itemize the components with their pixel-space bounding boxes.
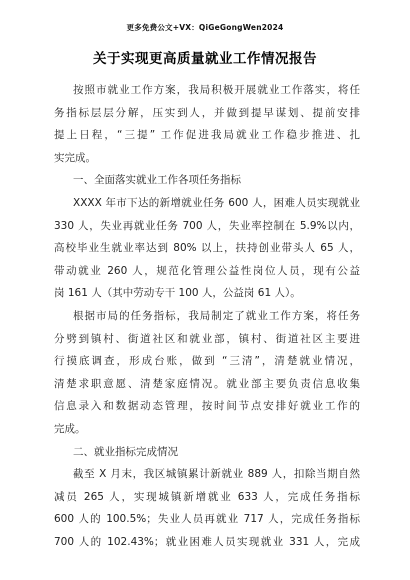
body-text-line: 减员 265 人，实现城镇新增就业 633 人，完成任务指标: [54, 490, 360, 503]
document-body: [54, 79, 360, 553]
page-header: 更多免费公文+VX：QiGeGongWen2024: [126, 23, 284, 32]
body-text-line: 330 人，失业再就业任务 700 人，失业率控制在 5.9%以内，: [54, 219, 360, 232]
body-text-line: 600 人的 100.5%；失业人员再就业 717 人，完成任务指标: [54, 513, 360, 526]
body-text-line: 按照市就业工作方案，我局积极开展就业工作落实，将任: [73, 84, 360, 96]
body-text-line: XXXX 年市下达的新增就业任务 600 人，困难人员实现就业: [73, 196, 360, 209]
body-text-line: 务指标层层分解，压实到人，并做到提早谋划、提前安排: [54, 106, 360, 119]
body-text-line: 截至 X 月末，我区城镇累计新就业 889 人，扣除当期自然: [73, 468, 360, 481]
body-text-line: 700 人的 102.43%；就业困难人员实现就业 331 人，完成: [54, 535, 360, 548]
body-text-line: 一、全面落实就业工作各项任务指标: [73, 174, 241, 187]
body-text-line: 根据市局的任务指标，我局制定了就业工作方案，将任务: [73, 309, 360, 322]
body-text-line: 岗 161 人（其中劳动专干 100 人，公益岗 61 人）。: [54, 287, 301, 300]
body-text-line: 高校毕业生就业率达到 80% 以上，扶持创业带头人 65 人，: [54, 242, 360, 255]
body-text-line: 信息录入和数据动态管理，按时间节点安排好就业工作的: [54, 400, 360, 413]
body-text-line: 二、就业指标完成情况: [73, 445, 178, 458]
body-text-line: 带动就业 260 人，规范化管理公益性岗位人员，现有公益: [54, 264, 360, 277]
body-text-line: 实完成。: [54, 151, 96, 164]
body-text-line: 清楚求职意愿、清楚家庭情况。就业部主要负责信息收集: [54, 377, 360, 390]
document-title: 关于实现更高质量就业工作情况报告: [93, 51, 317, 67]
body-text-line: 提上日程，“三提” 工作促进我局就业工作稳步推进、扎: [54, 129, 360, 142]
body-text-line: 完成。: [54, 422, 86, 435]
body-text-line: 行摸底调查，形成台账，做到 “三清”，清楚就业情况，: [54, 355, 360, 368]
body-text-line: 分劈到镇村、街道社区和就业部，镇村、街道社区主要进: [54, 332, 360, 345]
